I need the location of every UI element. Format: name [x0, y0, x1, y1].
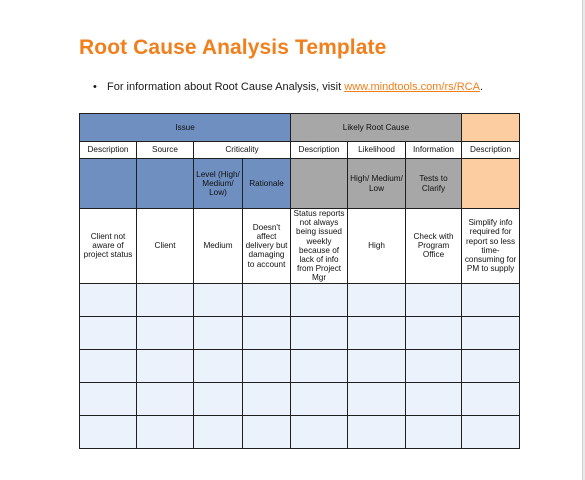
- empty-cell[interactable]: [243, 349, 291, 382]
- example-row: [80, 209, 520, 284]
- detail-cell: [462, 159, 520, 209]
- empty-cell[interactable]: [406, 382, 462, 415]
- empty-cell[interactable]: [80, 349, 137, 382]
- empty-cell[interactable]: [462, 382, 520, 415]
- empty-cell[interactable]: [243, 316, 291, 349]
- page-title: Root Cause Analysis Template: [79, 36, 387, 59]
- empty-cell[interactable]: [243, 283, 291, 316]
- detail-cell: [137, 159, 194, 209]
- empty-cell[interactable]: [406, 316, 462, 349]
- issue-description-header: Description: [80, 142, 137, 159]
- table-cell[interactable]: Client not aware of project status: [80, 209, 137, 284]
- empty-cell[interactable]: [348, 415, 406, 448]
- empty-cell[interactable]: [137, 283, 194, 316]
- empty-cell[interactable]: [243, 382, 291, 415]
- detail-cell: [291, 159, 348, 209]
- empty-cell[interactable]: [291, 349, 348, 382]
- empty-cell[interactable]: [80, 382, 137, 415]
- empty-cell[interactable]: [462, 415, 520, 448]
- rca-table: [79, 113, 520, 449]
- information-header: Information: [406, 142, 462, 159]
- empty-cell[interactable]: [462, 283, 520, 316]
- group-header-row: [80, 114, 520, 142]
- empty-cell[interactable]: [406, 415, 462, 448]
- empty-cell[interactable]: [348, 382, 406, 415]
- bullet-marker: •: [93, 81, 97, 93]
- blank-row: [80, 283, 520, 316]
- detail-header-row: [80, 159, 520, 209]
- table-cell[interactable]: High: [348, 209, 406, 284]
- empty-cell[interactable]: [348, 283, 406, 316]
- blank-rows: [80, 283, 520, 448]
- empty-cell[interactable]: [194, 415, 243, 448]
- info-line: [93, 81, 483, 93]
- detail-cell: [80, 159, 137, 209]
- empty-cell[interactable]: [80, 316, 137, 349]
- empty-cell[interactable]: [406, 349, 462, 382]
- likelihood-scale-header: High/ Medium/ Low: [348, 159, 406, 209]
- table-cell[interactable]: Simplify info required for report so less time-consuming for PM to supply: [462, 209, 520, 284]
- empty-cell[interactable]: [348, 349, 406, 382]
- rationale-header: Rationale: [243, 159, 291, 209]
- empty-cell[interactable]: [80, 283, 137, 316]
- table-cell[interactable]: Doesn't affect delivery but damaging to account: [243, 209, 291, 284]
- empty-cell[interactable]: [291, 316, 348, 349]
- blank-row: [80, 316, 520, 349]
- empty-cell[interactable]: [137, 349, 194, 382]
- action-description-header: Description: [462, 142, 520, 159]
- table-cell[interactable]: Check with Program Office: [406, 209, 462, 284]
- criticality-header: Criticality: [194, 142, 291, 159]
- info-suffix: .: [479, 81, 483, 93]
- issue-group-header: Issue: [80, 114, 291, 142]
- action-group-header: [462, 114, 520, 142]
- empty-cell[interactable]: [137, 382, 194, 415]
- info-text: For information about Root Cause Analysis, visit: [107, 81, 345, 93]
- empty-cell[interactable]: [291, 415, 348, 448]
- empty-cell[interactable]: [137, 415, 194, 448]
- tests-to-clarify-header: Tests to Clarify: [406, 159, 462, 209]
- empty-cell[interactable]: [462, 349, 520, 382]
- blank-row: [80, 415, 520, 448]
- empty-cell[interactable]: [406, 283, 462, 316]
- blank-row: [80, 349, 520, 382]
- table-cell[interactable]: Client: [137, 209, 194, 284]
- empty-cell[interactable]: [291, 382, 348, 415]
- empty-cell[interactable]: [243, 415, 291, 448]
- table-cell[interactable]: Medium: [194, 209, 243, 284]
- empty-cell[interactable]: [194, 382, 243, 415]
- empty-cell[interactable]: [462, 316, 520, 349]
- mindtools-link[interactable]: www.mindtools.com/rs/RCA: [344, 81, 480, 93]
- likelihood-header: Likelihood: [348, 142, 406, 159]
- level-header: Level (High/ Medium/ Low): [194, 159, 243, 209]
- cause-description-header: Description: [291, 142, 348, 159]
- empty-cell[interactable]: [80, 415, 137, 448]
- subheader-row: [80, 142, 520, 159]
- blank-row: [80, 382, 520, 415]
- issue-source-header: Source: [137, 142, 194, 159]
- empty-cell[interactable]: [194, 283, 243, 316]
- empty-cell[interactable]: [348, 316, 406, 349]
- table-cell[interactable]: Status reports not always being issued weekly because of lack of info from Project Mgr: [291, 209, 348, 284]
- likely-root-cause-header: Likely Root Cause: [291, 114, 462, 142]
- empty-cell[interactable]: [194, 349, 243, 382]
- empty-cell[interactable]: [194, 316, 243, 349]
- empty-cell[interactable]: [137, 316, 194, 349]
- empty-cell[interactable]: [291, 283, 348, 316]
